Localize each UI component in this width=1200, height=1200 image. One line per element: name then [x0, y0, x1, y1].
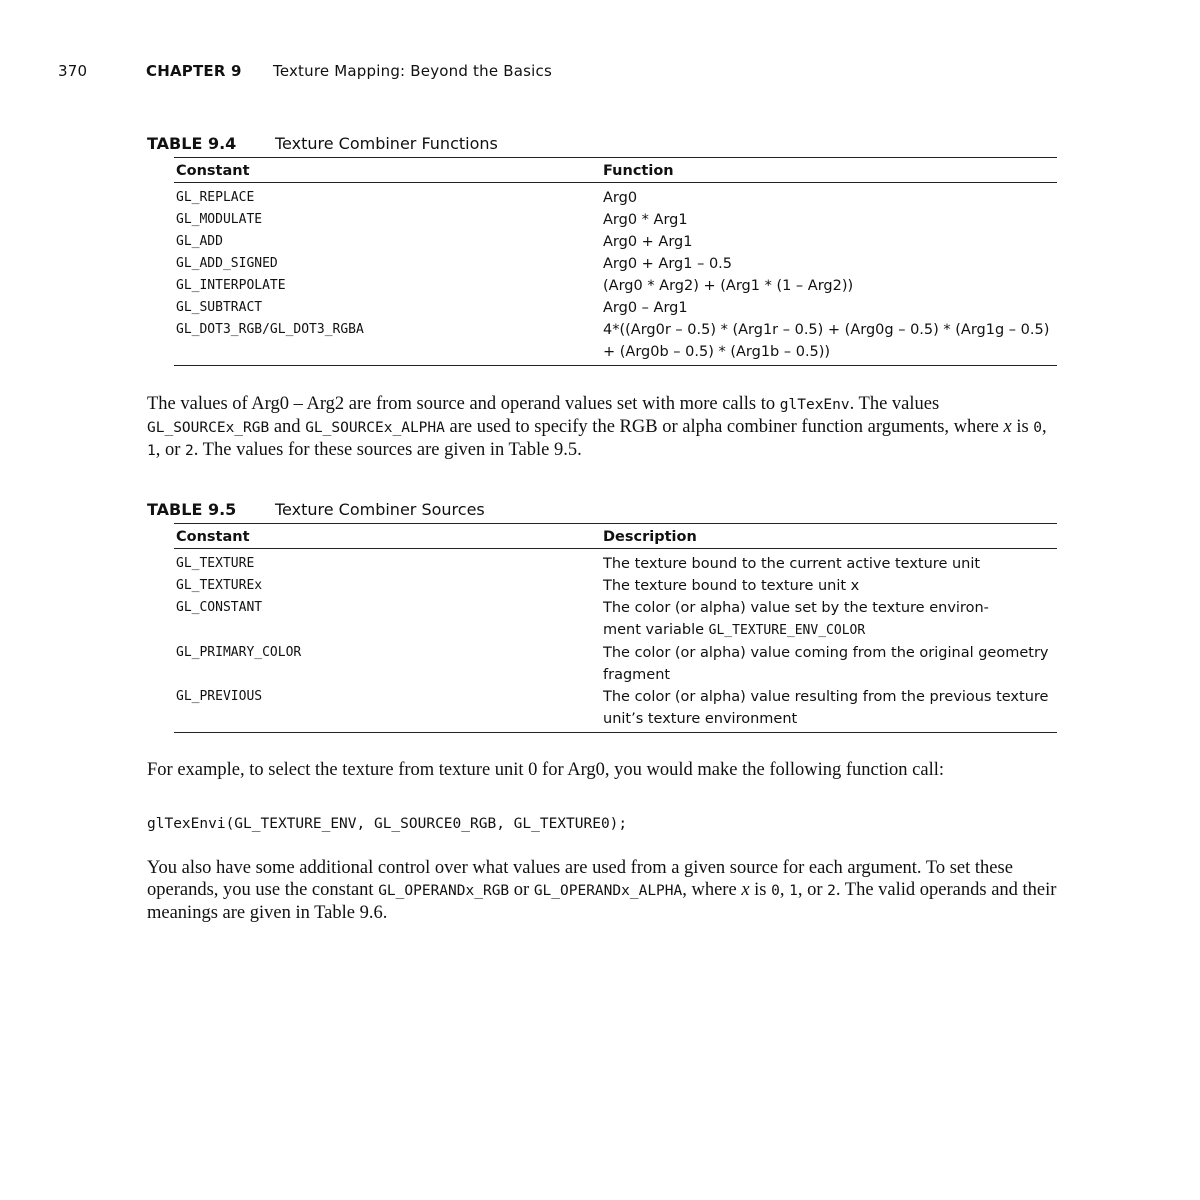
inline-code: 2 — [827, 883, 836, 899]
column-header: Constant — [174, 158, 601, 183]
text-run: are used to specify the RGB or alpha combiner function arguments, where — [444, 417, 1004, 437]
table-header-row — [174, 158, 1057, 183]
table-number: TABLE 9.4 — [147, 134, 237, 153]
description-cell: The texture bound to the current active texture unit — [603, 556, 981, 572]
constant-cell: GL_DOT3_RGB/GL_DOT3_RGBA — [174, 319, 601, 366]
variable: x — [1003, 417, 1012, 437]
text-run: The color (or alpha) value set by the texture environ- — [603, 600, 989, 616]
paragraph-1 — [147, 393, 1057, 462]
inline-code: 0 — [771, 883, 780, 899]
table-row — [174, 549, 1057, 576]
paragraph-3 — [147, 857, 1057, 924]
table-row — [174, 575, 1057, 597]
body-paragraph — [147, 393, 1057, 462]
paragraph-2 — [147, 759, 1057, 781]
table-number: TABLE 9.5 — [147, 500, 237, 519]
page-number: 370 — [58, 62, 88, 80]
description-cell — [601, 597, 1057, 642]
table-row — [174, 253, 1057, 275]
function-cell: Arg0 + Arg1 – 0.5 — [603, 256, 733, 272]
text-run: and — [269, 417, 306, 437]
table-title: Texture Combiner Sources — [275, 500, 485, 519]
text-run: . The values for these sources are given in Table 9.5. — [193, 440, 582, 460]
table-9-4-block — [147, 131, 1057, 366]
constant-cell: GL_PRIMARY_COLOR — [176, 645, 302, 660]
constant-cell: GL_SUBTRACT — [176, 300, 263, 315]
text-run: , or — [797, 880, 828, 900]
constant-cell: GL_TEXTURE — [176, 556, 255, 571]
function-cell: 4*((Arg0r – 0.5) * (Arg1r – 0.5) + (Arg0g – 0.5) * (Arg1g – 0.5) + (Arg0b – 0.5) * (Arg1b – 0.5)) — [601, 319, 1057, 366]
function-cell: (Arg0 * Arg2) + (Arg1 * (1 – Arg2)) — [603, 278, 854, 294]
table-row — [174, 297, 1057, 319]
description-cell: The color (or alpha) value coming from the original geometry fragment — [603, 645, 1049, 683]
constant-cell: GL_PREVIOUS — [174, 686, 601, 733]
inline-code: 1 — [147, 443, 156, 459]
table-title: Texture Combiner Functions — [275, 134, 498, 153]
constant-cell: GL_ADD — [176, 234, 223, 249]
inline-code: glTexEnv — [779, 397, 850, 413]
inline-code: 0 — [1033, 420, 1043, 436]
constant-cell: GL_ADD_SIGNED — [176, 256, 278, 271]
text-run: . The values — [849, 394, 940, 414]
table-header-row — [174, 524, 1057, 549]
constant-cell: GL_REPLACE — [176, 190, 255, 205]
inline-code: GL_SOURCEx_RGB — [147, 420, 270, 436]
text-run: , — [1042, 417, 1047, 437]
inline-code: 2 — [185, 443, 194, 459]
table-row — [174, 183, 1057, 210]
text-run: is — [749, 880, 772, 900]
constant-cell: GL_TEXTUREx — [176, 578, 263, 593]
column-header: Function — [601, 158, 1057, 183]
text-run: , where — [682, 880, 742, 900]
inline-code: GL_OPERANDx_ALPHA — [533, 883, 683, 899]
table-9-5-block — [147, 497, 1057, 733]
table-row — [174, 231, 1057, 253]
inline-code: GL_TEXTURE_ENV_COLOR — [708, 623, 866, 638]
table-caption — [147, 131, 1057, 157]
text-run: , — [779, 880, 790, 900]
column-header: Constant — [174, 524, 601, 549]
text-run: is — [1011, 417, 1034, 437]
text-run: ment variable — [603, 622, 709, 638]
function-cell: Arg0 – Arg1 — [603, 300, 688, 316]
table-row — [174, 642, 1057, 686]
table-caption — [147, 497, 1057, 523]
text-run: The values of Arg0 – Arg2 are from source and operand values set with more calls to — [147, 394, 776, 414]
chapter-title: Texture Mapping: Beyond the Basics — [273, 62, 552, 80]
inline-code: 1 — [789, 883, 798, 899]
body-paragraph: For example, to select the texture from texture unit 0 for Arg0, you would make the following function call: — [147, 760, 945, 780]
function-cell: Arg0 + Arg1 — [603, 234, 693, 250]
constant-cell: GL_MODULATE — [176, 212, 263, 227]
body-paragraph — [147, 857, 1057, 924]
description-cell: The texture bound to texture unit x — [603, 578, 860, 594]
column-header: Description — [601, 524, 1057, 549]
inline-code: GL_OPERANDx_RGB — [378, 883, 510, 899]
text-run: , or — [155, 440, 186, 460]
combiner-functions-table — [174, 157, 1057, 366]
function-cell: Arg0 * Arg1 — [603, 212, 688, 228]
constant-cell: GL_INTERPOLATE — [176, 278, 286, 293]
inline-code: GL_SOURCEx_ALPHA — [305, 420, 445, 436]
text-run: or — [509, 880, 534, 900]
function-cell: Arg0 — [603, 190, 638, 206]
table-row — [174, 686, 1057, 733]
text-run: You also have some additional control over what values are used from a given source for each argument. To set these operands, you use the constant — [147, 858, 1013, 900]
code-line: glTexEnvi(GL_TEXTURE_ENV, GL_SOURCE0_RGB, GL_TEXTURE0); — [147, 816, 628, 832]
table-row — [174, 275, 1057, 297]
code-block — [147, 816, 1057, 832]
table-row — [174, 209, 1057, 231]
text-run: . The valid operands and their meanings are given in Table 9.6. — [147, 880, 1057, 923]
combiner-sources-table — [174, 523, 1057, 733]
description-cell: The color (or alpha) value resulting from the previous texture unit’s texture environment — [601, 686, 1057, 733]
variable: x — [741, 880, 750, 900]
table-row — [174, 597, 1057, 642]
chapter-label: CHAPTER 9 — [146, 62, 242, 80]
constant-cell: GL_CONSTANT — [176, 600, 263, 615]
table-row — [174, 319, 1057, 366]
